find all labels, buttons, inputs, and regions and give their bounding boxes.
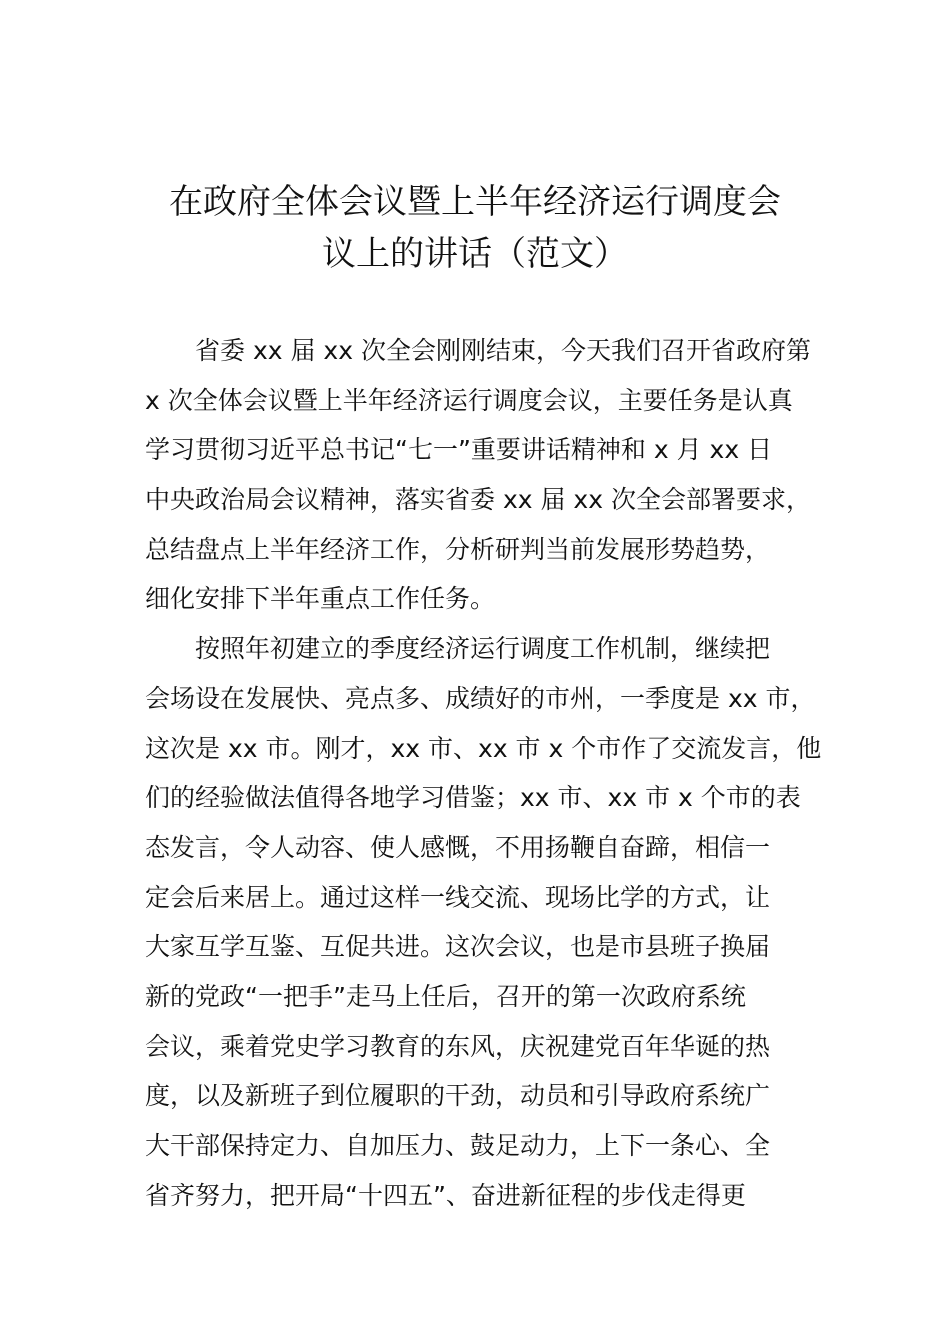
text-line: 省委 xx 届 xx 次全会刚刚结束，今天我们召开省政府第 (195, 336, 811, 365)
text-line: 省齐努力，把开局“十四五”、奋进新征程的步伐走得更 (145, 1180, 746, 1210)
document-title (140, 176, 810, 280)
text-line: 大干部保持定力、自加压力、鼓足动力，上下一条心、全 (145, 1131, 771, 1160)
document-body (145, 326, 835, 1220)
text-line: 总结盘点上半年经济工作，分析研判当前发展形势趋势， (145, 534, 771, 564)
text-line: 态发言，令人动容、使人感慨，不用扬鞭自奋蹄，相信一 (145, 832, 771, 862)
text-line: 中央政治局会议精神，落实省委 xx 届 xx 次全会部署要求， (145, 485, 811, 515)
text-line: 细化安排下半年重点工作任务。 (145, 584, 496, 614)
paragraph (145, 624, 835, 1220)
text-line: 学习贯彻习近平总书记“七一”重要讲话精神和 x 月 xx 日 (145, 435, 773, 465)
text-line: 会场设在发展快、亮点多、成绩好的市州，一季度是 xx 市， (145, 683, 816, 713)
text-line: 们的经验做法值得各地学习借鉴；xx 市、xx 市 x 个市的表 (145, 783, 801, 813)
title-line: 议上的讲话（范文） (322, 234, 628, 274)
text-line: 按照年初建立的季度经济运行调度工作机制，继续把 (195, 634, 771, 664)
text-line: 这次是 xx 市。刚才，xx 市、xx 市 x 个市作了交流发言，他 (145, 733, 822, 763)
text-line: 定会后来居上。通过这样一线交流、现场比学的方式，让 (145, 882, 771, 912)
paragraph (145, 326, 835, 624)
text-line: 度，以及新班子到位履职的干劲，动员和引导政府系统广 (145, 1081, 771, 1111)
text-line: x 次全体会议暨上半年经济运行调度会议，主要任务是认真 (145, 385, 793, 415)
text-line: 大家互学互鉴、互促共进。这次会议，也是市县班子换届 (145, 932, 771, 962)
title-line: 在政府全体会议暨上半年经济运行调度会 (169, 182, 781, 222)
text-line: 新的党政“一把手”走马上任后，召开的第一次政府系统 (145, 981, 746, 1011)
text-line: 会议，乘着党史学习教育的东风，庆祝建党百年华诞的热 (145, 1031, 771, 1061)
